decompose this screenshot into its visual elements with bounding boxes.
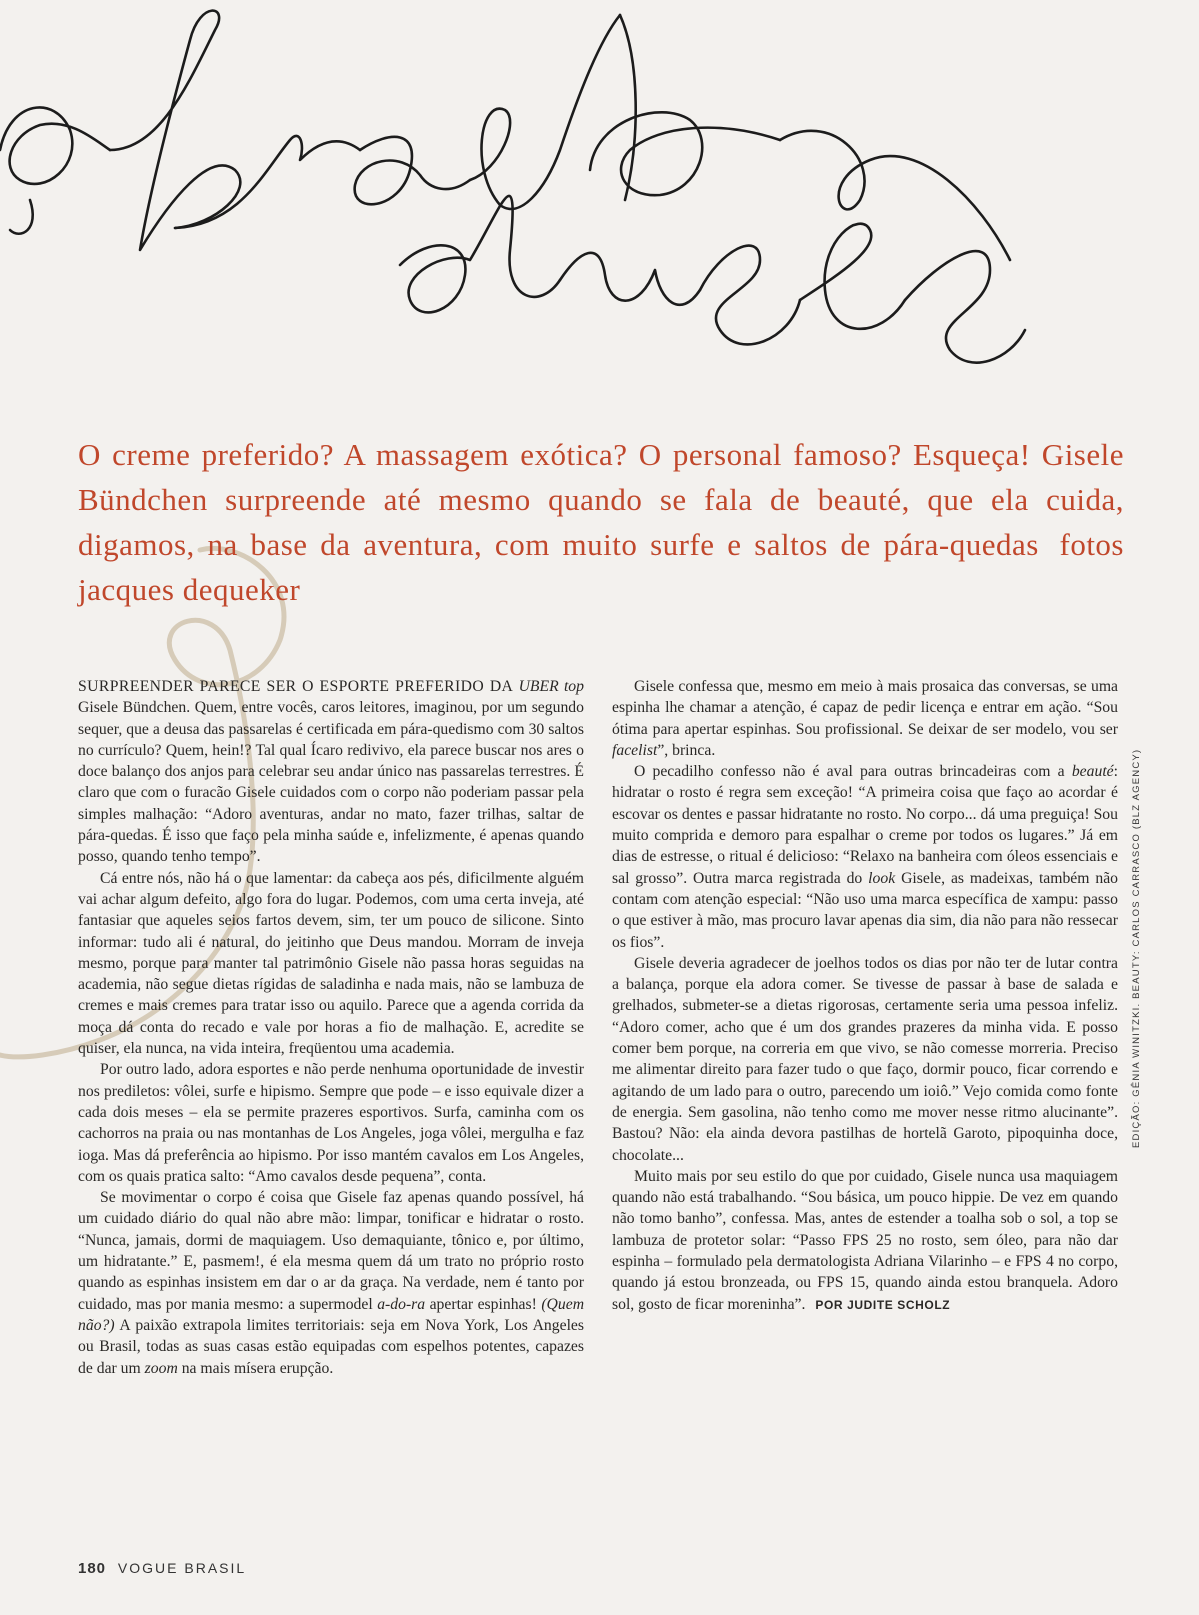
lead-text: Gisele Bündchen. Quem, entre vocês, caros leitores, imaginou, por um segundo sequer, que a deusa das passarelas é certificada em pára-quedismo com 30 saltos no currículo? Quem, hein!? Tal qual Ícaro redivivo, ela parece buscar nos ares o doce balanço dos anjos para celebrar seu andar único nas passarelas terrestres. É claro que com o furacão Gisele cuidados com o corpo não poderiam passar pela simples malhação: “Adoro aventuras, andar no mato, fazer trilhas, saltar de pára-quedas. É isso que faço pela minha saúde e, infelizmente, é apenas quando posso, quando tenho tempo”. (78, 699, 584, 866)
italic-run: beauté (1071, 763, 1114, 781)
italic-run: look (868, 869, 896, 887)
lead-italic: UBER top (518, 678, 584, 695)
text-run: : hidratar o rosto é regra sem exceção! “A primeira coisa que faço ao acordar é escovar os dentes e passar hidratante no rosto. No corpo... dá uma preguiça! Sou muito comprida e demoro para espalhar o creme por todos os lugares.” Já em dias de estresse, o ritual é delicioso: “Relaxo na banheira com óleos essenciais e sal grosso”. Outra marca registrada do (612, 763, 1119, 887)
lead-caps: SURPREENDER PARECE SER O ESPORTE PREFERIDO DA (78, 678, 514, 695)
italic-run: (Quem não?) (78, 1295, 585, 1334)
text-run: Gisele, as madeixas, também não contam com atenção especial: “Não uso uma marca específica de xampu: passo o que estiver à mão, mas procuro lavar apenas dia sim, dia não para não ressecar os fios”. (612, 869, 1119, 951)
deck-text: O creme preferido? A massagem exótica? O personal famoso? Esqueça! Gisele Bündchen surpreende até mesmo quando se fala de beauté, que ela cuida, digamos, na base da aventura, com muito surfe e saltos de pára-quedas (78, 437, 1124, 562)
text-run: Muito mais por seu estilo do que por cuidado, Gisele nunca usa maquiagem quando não está trabalhando. “Sou básica, um pouco hippie. De vez em quando não tomo banho”, confessa. Mas, antes de estender a toalha sob o sol, a top se lambuza de protetor solar: “Passo FPS 25 no rosto, sem óleo, para não dar espinha – formulado pela dermatologista Adriana Vilarinho – e FPS 4 no corpo, quando já estou bronzeada, ou FPS 15, quando ainda estou branquela. Adoro sol, gosto de ficar moreninha”. (612, 1167, 1118, 1313)
article-column-right (612, 676, 1118, 1316)
photo-credit: fotos jacques dequeker (78, 527, 1124, 607)
text-run: A paixão extrapola limites territoriais: seja em Nova York, Los Angeles ou Brasil, todas as suas casas estão equipadas com espelhos potentes, capazes de dar um (78, 1316, 584, 1377)
text-run: Se movimentar o corpo é coisa que Gisele faz apenas quando possível, há um cuidado diário do qual não abre mão: limpar, tonificar e hidratar o rosto. “Nunca, jamais, dormi de maquiagem. Uso demaquiante, tônico e, por último, um hidratante.” E, pasmem!, é ela mesma quem dá um trato no próprio rosto quando as espinhas insistem em dar o ar da graça. Na verdade, nem é tanto por cuidado, mas por mania mesmo: a supermodel (78, 1189, 584, 1313)
paragraph: Gisele deveria agradecer de joelhos todos os dias por não ter de lutar contra a balança, porque ela adora comer. Se tivesse de passar à base de salada e grelhados, submeter-se a dietas rigorosas, certamente seria uma pessoa infeliz. “Adoro comer, acho que é um dos grandes prazeres da minha vida. E posso comer bem porque, na correria em que vivo, se não comesse morreria. Preciso me alimentar direito para fazer tudo o que faço, dormir pouco, ficar correndo e agitando de um lado para o outro, parecendo um ioiô.” Vejo comida como fonte de energia. Sem gasolina, não tenho como me mover nesse ritmo alucinante”. Bastou? Não: ela ainda devora pastilhas de hortelã Garoto, pipoquinha doce, chocolate... (612, 954, 1118, 1164)
paragraph (612, 676, 1118, 761)
text-run: O pecadilho confesso não é aval para outras brincadeiras com a (634, 763, 1065, 781)
byline: POR JUDITE SCHOLZ (815, 1297, 951, 1312)
text-run: ”, brinca. (657, 741, 716, 759)
paragraph (612, 1166, 1118, 1316)
article-column-left (78, 676, 584, 1379)
page-folio (78, 1560, 246, 1577)
article-deck (78, 432, 1124, 612)
text-run: apertar espinhas! (429, 1295, 537, 1313)
paragraph: Por outro lado, adora esportes e não perde nenhuma oportunidade de investir nos prediletos: vôlei, surfe e hipismo. Sempre que pode – e isso equivale dizer a cada dois meses – ela se permite prazeres esportivos. Surfa, caminha com os cachorros na praia ou nas montanhas de Los Angeles, joga vôlei, mergulha e faz ioga. Mas dá preferência ao hipismo. Por isso mantém cavalos em Los Angeles, com os quais pratica salto: “Amo cavalos desde pequena”, conta. (78, 1061, 584, 1185)
paragraph (78, 676, 584, 868)
text-run: Gisele confessa que, mesmo em meio à mais prosaica das conversas, se uma espinha lhe chamar a atenção, é capaz de pedir licença e entrar em ação. “Sou ótima para apertar espinhas. Sou profissional. Se deixar de ser modelo, vou ser (612, 678, 1118, 738)
italic-run: a-do-ra (377, 1295, 426, 1313)
handwritten-title (0, 0, 1199, 420)
magazine-name: VOGUE BRASIL (117, 1560, 247, 1576)
paragraph (78, 1187, 584, 1379)
page-number: 180 (78, 1560, 107, 1577)
paragraph (612, 761, 1118, 953)
italic-run: zoom (144, 1359, 178, 1377)
text-run: na mais mísera erupção. (181, 1359, 334, 1377)
italic-run: facelist (612, 741, 658, 759)
paragraph: Cá entre nós, não há o que lamentar: da cabeça aos pés, dificilmente alguém vai achar algum defeito, algo fora do lugar. Podemos, com uma certa inveja, até fantasiar que aqueles seios fartos devem, sim, ter um pouco de silicone. Sinto informar: tudo ali é natural, do jeitinho que Deus mandou. Morram de inveja mesmo, porque para manter tal patrimônio Gisele não passa horas seguidas na academia, não segue dietas rígidas de saladinha e nada mais, não se lambuza de cremes e mais cremes para tratar isso ou aquilo. Parece que a agenda corrida da moça dá conta do recado e vale por horas a fio de malhação. E, acredite se quiser, ela nunca, na vida inteira, freqüentou uma academia. (78, 869, 584, 1058)
side-credit: EDIÇÃO: GÊNIA WINITZKI. BEAUTY: CARLOS CARRASCO (BLZ AGENCY) (1131, 748, 1142, 1148)
